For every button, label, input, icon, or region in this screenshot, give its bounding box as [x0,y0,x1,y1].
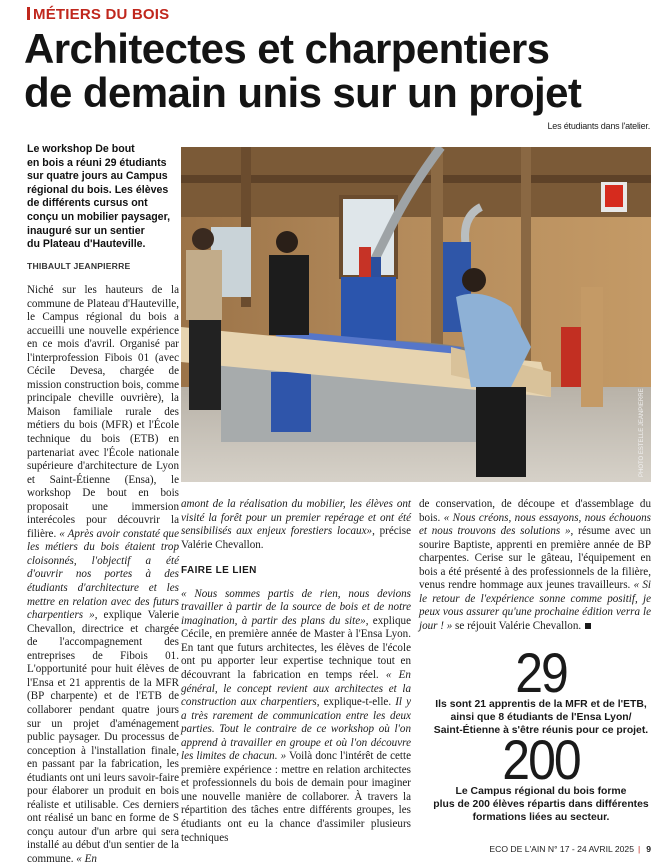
lead-line: du Plateau d'Hauteville. [27,238,146,251]
body-text: , explique-t-elle. [316,696,396,709]
stat-line: Saint-Étienne à s'être réunis pour ce projet. [433,725,649,737]
paragraph [181,498,411,552]
headline-line-2: de demain unis sur un projet [24,69,582,116]
footer-separator: | [637,844,641,854]
lead-line: sur quatre jours au Campus [27,170,168,183]
end-mark [585,623,591,629]
page-footer [489,844,651,854]
quote-text: « Si le retour de l'expérience sonne comme positif, je peux vous assurer qu'une prochaine édition verra le jour ! » [419,579,651,632]
page-number: 9 [646,844,651,854]
quote-text: amont de la réalisation du mobilier, les élèves ont visité la forêt pour un premier repérage et ont été sensibilisés aux enjeux forestiers locaux» [181,498,411,538]
lead-line: de différents cursus ont [27,197,148,210]
stat-line: formations liées au secteur. [472,812,610,824]
stat-number: 29 [515,641,567,705]
quote-text: « Nous créons, nous essayons, nous échouons et nous trouvons des solutions » [419,511,651,538]
stat-line: ainsi que 8 étudiants de l'Ensa Lyon/ [450,712,632,724]
paragraph [27,284,179,867]
quote-text: « En [76,852,97,865]
quote-text: « Nous sommes partis de rien, nous devions travailler à partir de la source de bois et de notre imagination, à partir des plans du site» [181,587,411,627]
photo-credit: PHOTO ESTELLE JEANPIERRE [639,388,645,477]
stat-line: plus de 200 élèves répartis dans différentes [433,799,649,811]
paragraph [181,588,411,845]
lead-line: en bois a réuni 29 étudiants [27,156,167,169]
body-text: de conservation, de découpe et d'assemblage du bois. [419,498,651,524]
quote-text: « Après avoir constaté que les métiers du bois étaient trop cloisonnés, l'objectif a été d'ouvrir nos portes à des étudiants d'architecture et les mettre en relation avec des futurs charpentiers » [27,527,179,622]
quote-text: Il y a très rarement de communication entre les deux parties. Tout le contraire de ce workshop où l'on apprend à travailler en groupe et où l'on découvre les limites de chacun. » [181,696,412,763]
body-text: Niché sur les hauteurs de la commune de Plateau d'Hauteville, le Campus régional du bois a accueilli une nouvelle expérience en ce mois d'avril. Organisé par l'interprofession Fibois 01 (avec Cécile Devesa, chargée de mission construction bois, comme principale cheville ouvrière), la Maison familiale rurale des métiers du bois (MFR) et l'École technique du bois (ETB) en partenariat avec l'École nationale supérieure d'architecture de Lyon et Saint-Étienne (Ensa), le workshop De bout en bois proposait une immersion interécoles pour découvrir la filière. [27,284,179,540]
lead-line: conçu un mobilier paysager, [27,210,171,223]
body-text: Voilà donc l'intérêt de cette première expérience : mettre en relation architectes et professionnels du bois de demain pour imaginer une nouvelle manière de collaborer. À travers la répartition des tâches entre différents groupes, les étudiants ont eu la chance d'assimiler plusieurs techniques [181,750,412,844]
article-photo [181,147,651,482]
body-text: , résume avec un sourire Baptiste, apprenti en première année de BP charpentes. Cerise sur le gâteau, l'équipement en bois a été présenté à des professionnels de la filière, venus rendre hommage aux jeunes travailleurs. [419,525,651,592]
stat-line: Le Campus régional du bois forme [455,786,627,797]
photo-caption: Les étudiants dans l'atelier. [547,121,650,131]
article-column-1 [27,284,179,867]
paragraph [419,498,651,633]
article-column-2 [181,498,411,845]
article-column-3 [419,498,651,633]
author-byline: THIBAULT JEANPIERRE [27,261,131,271]
quote-text: « En général, le concept revient aux architectes et la construction aux charpentiers [181,669,411,709]
section-rubric: MÉTIERS DU BOIS [27,6,169,23]
body-text: , explique Valerie Chevallon, directrice et chargée de l'accompagnement des entreprises de Fibois 01. L'opportunité pour huit élèves de l'Ensa et 21 apprentis de la MFR (BP charpente) et de l'ETB de collaborer pendant quatre jours sur un projet d'aménagement public paysager. Du processus de conception à l'installation finale, en passant par la fabrication, les étudiants ont uni leurs savoir-faire pour élaborer un produit en bois réaliste et utilisable. Ces derniers ont réalisé un banc en forme de S conçu autour d'un arbre qui sera installé au début d'un sentier de la commune. [27,609,179,865]
headline-line-1: Architectes et charpentiers [24,25,550,72]
lead-line: Le workshop De bout [27,143,135,155]
lead-line: régional du bois. Les élèves [27,183,169,196]
stat-box-29 [428,641,654,738]
headline [24,27,654,115]
lead-paragraph [27,143,177,252]
body-text: se réjouit Valérie Chevallon. [452,619,582,632]
lead-line: inauguré sur un sentier [27,224,145,237]
body-text: , précise Valérie Chevallon. [181,525,411,551]
stat-line: Ils sont 21 apprentis de la MFR et de l'ETB, [435,699,647,710]
workshop-photo-illustration [181,147,651,482]
publication-info: ECO DE L'AIN N° 17 - 24 AVRIL 2025 [489,844,634,854]
subheading: FAIRE LE LIEN [181,565,257,577]
body-text: , explique Cécile, en première année de Master à l'Ensa Lyon. En tant que futurs architectes, les élèves de l'école ont pu apporter leur expertise technique tout en découvrant la fabrication en temps réel. [181,614,411,682]
stat-number: 200 [502,728,580,792]
